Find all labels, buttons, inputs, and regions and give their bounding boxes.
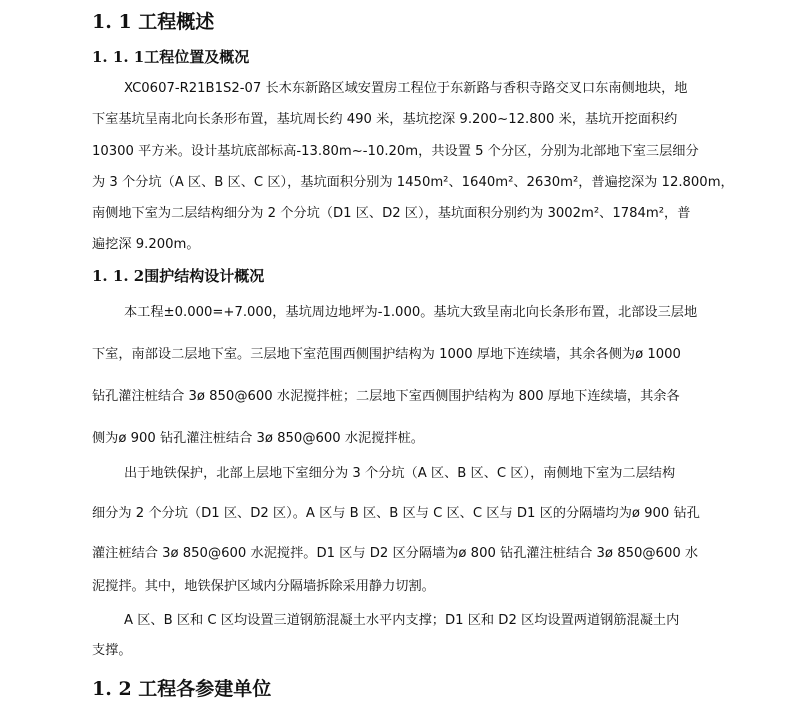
paragraph-line: 下室基坑呈南北向长条形布置，基坑周长约 490 米，基坑挖深 9.200~12.800 米，基坑开挖面积约: [92, 112, 678, 127]
paragraph-line: 钻孔灌注桩结合 3ø 850@600 水泥搅拌桩；二层地下室西侧围护结构为 800 厚地下连续墙，其余各: [92, 389, 680, 404]
paragraph-line: 侧为ø 900 钻孔灌注桩结合 3ø 850@600 水泥搅拌桩。: [92, 431, 424, 446]
section-heading-1-1-1: 1. 1. 1工程位置及概况: [92, 48, 250, 66]
paragraph-line: 出于地铁保护，北部上层地下室细分为 3 个分坑（A 区、B 区、C 区），南侧地下室为二层结构: [124, 466, 676, 481]
section-heading-1-1: 1. 1 工程概述: [92, 11, 215, 33]
paragraph-line: 支撑。: [92, 643, 132, 658]
paragraph-line: 细分为 2 个分坑（D1 区、D2 区）。A 区与 B 区、B 区与 C 区、C 区与 D1 区的分隔墙均为ø 900 钻孔: [92, 506, 700, 521]
paragraph-line: 南侧地下室为二层结构细分为 2 个分坑（D1 区、D2 区），基坑面积分别约为 3002m²、1784m²，普: [92, 206, 691, 221]
paragraph-line: 为 3 个分坑（A 区、B 区、C 区），基坑面积分别为 1450m²、1640m²、2630m²，普遍挖深为 12.800m，: [92, 175, 734, 190]
paragraph-line: 下室，南部设二层地下室。三层地下室范围西侧围护结构为 1000 厚地下连续墙，其余各侧为ø 1000: [92, 347, 681, 362]
paragraph-line: 10300 平方米。设计基坑底部标高-13.80m~-10.20m，共设置 5 个分区，分别为北部地下室三层细分: [92, 144, 699, 159]
section-heading-1-2: 1. 2 工程各参建单位: [92, 678, 272, 700]
paragraph-line: A 区、B 区和 C 区均设置三道钢筋混凝土水平内支撑；D1 区和 D2 区均设置两道钢筋混凝土内: [124, 613, 680, 628]
paragraph-line: XC0607-R21B1S2-07 长木东新路区域安置房工程位于东新路与香积寺路交叉口东南侧地块，地: [124, 81, 688, 96]
paragraph-line: 本工程±0.000=+7.000，基坑周边地坪为-1.000。基坑大致呈南北向长条形布置，北部设三层地: [124, 305, 698, 320]
section-heading-1-1-2: 1. 1. 2围护结构设计概况: [92, 267, 265, 285]
paragraph-line: 灌注桩结合 3ø 850@600 水泥搅拌。D1 区与 D2 区分隔墙为ø 800 钻孔灌注桩结合 3ø 850@600 水: [92, 546, 699, 561]
paragraph-line: 遍挖深 9.200m。: [92, 237, 200, 252]
paragraph-line: 泥搅拌。其中，地铁保护区域内分隔墙拆除采用静力切割。: [92, 579, 435, 594]
